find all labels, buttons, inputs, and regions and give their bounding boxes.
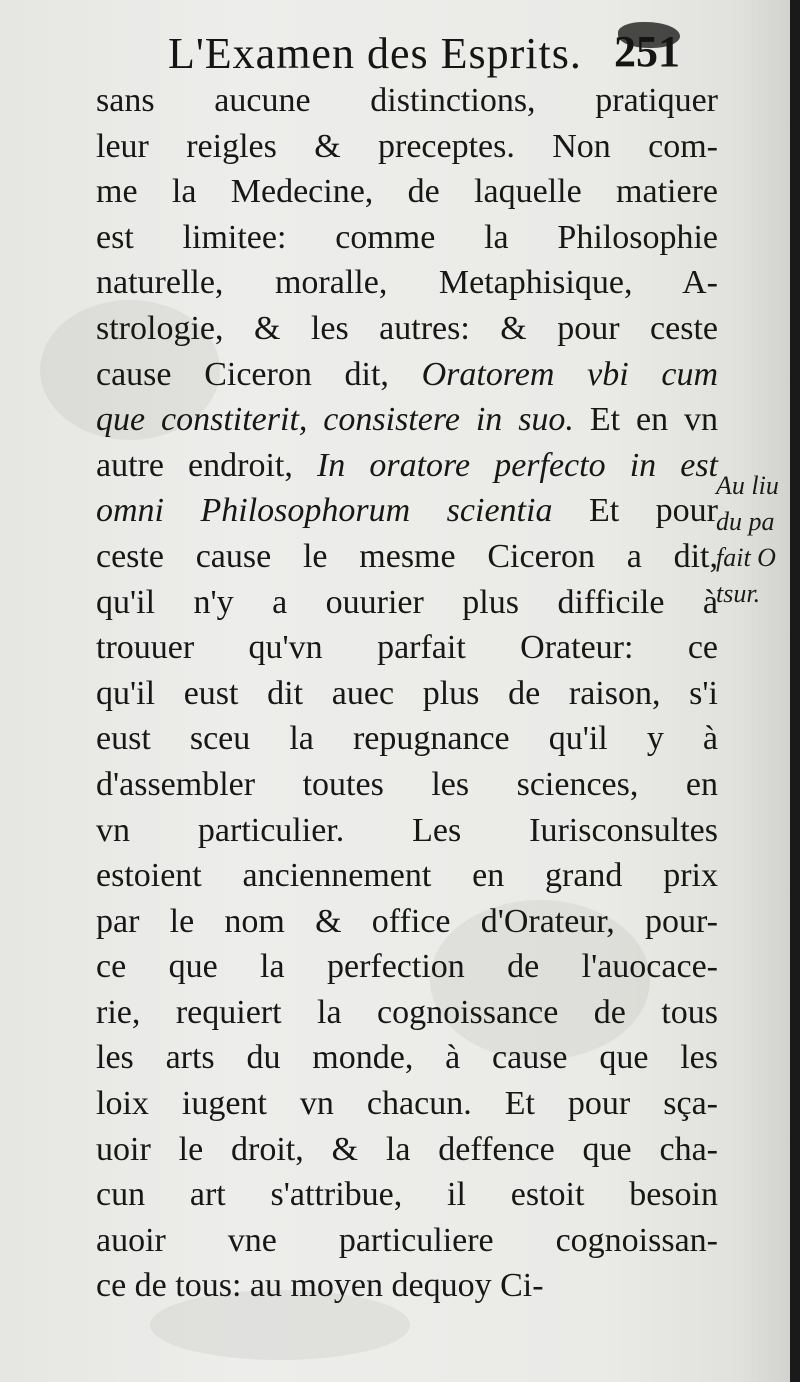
body-text: [96, 78, 718, 1309]
text-segment: d'assembler toutes les sciences, en: [96, 765, 718, 803]
text-segment: estoient anciennement en grand prix: [96, 857, 718, 895]
italic-quote: omni Philosophorum scientia: [96, 492, 553, 530]
text-segment: me la Medecine, de laquelle matiere: [96, 173, 718, 211]
text-segment: loix iugent vn chacun. Et pour sça-: [96, 1085, 718, 1123]
text-segment: qu'il n'y a ouurier plus difficile à: [96, 583, 718, 621]
text-line: [96, 1218, 718, 1264]
text-line: [96, 899, 718, 945]
margin-note-line: Au liu: [716, 471, 779, 500]
text-segment: qu'il eust dit auec plus de raison, s'i: [96, 674, 718, 712]
text-segment: uoir le droit, & la deffence que cha-: [96, 1130, 718, 1168]
margin-note-line: fait O: [716, 543, 776, 572]
text-segment: rie, requiert la cognoissance de tous: [96, 993, 718, 1031]
margin-note-line: du pa: [716, 507, 775, 536]
text-line: [96, 78, 718, 124]
text-segment: est limitee: comme la Philosophie: [96, 218, 718, 256]
text-segment: eust sceu la repugnance qu'il y à: [96, 720, 718, 758]
text-segment: Et pour: [552, 492, 718, 530]
text-line: [96, 808, 718, 854]
text-line: [96, 1127, 718, 1173]
margin-note-line: tsur.: [716, 579, 761, 608]
italic-quote: que constiterit, consistere in suo.: [96, 401, 574, 439]
text-segment: trouuer qu'vn parfait Orateur: ce: [96, 629, 718, 667]
text-segment: autre endroit,: [96, 446, 317, 484]
text-line: [96, 352, 718, 398]
text-segment: ce de tous: au moyen dequoy Ci-: [96, 1267, 544, 1305]
text-line: [96, 124, 718, 170]
text-line: [96, 1263, 718, 1309]
italic-quote: In oratore perfecto in est: [316, 446, 718, 484]
text-segment: leur reigles & preceptes. Non com-: [96, 127, 718, 165]
text-segment: naturelle, moralle, Metaphisique, A-: [96, 264, 718, 302]
text-line: [96, 169, 718, 215]
text-line: [96, 215, 718, 261]
text-line: [96, 443, 718, 489]
page-number: 251: [614, 27, 680, 76]
text-segment: vn particulier. Les Iurisconsultes: [96, 811, 718, 849]
text-line: [96, 671, 718, 717]
text-line: [96, 260, 718, 306]
page-edge: [790, 0, 800, 1382]
text-segment: strologie, & les autres: & pour ceste: [96, 309, 718, 347]
text-segment: cause Ciceron dit,: [96, 355, 422, 393]
text-line: [96, 762, 718, 808]
text-line: [96, 397, 718, 443]
text-segment: les arts du monde, à cause que les: [96, 1039, 718, 1077]
text-segment: sans aucune distinctions, pratiquer: [96, 82, 718, 119]
text-line: [96, 944, 718, 990]
text-segment: Et en vn: [573, 401, 718, 439]
text-line: [96, 1172, 718, 1218]
text-line: [96, 990, 718, 1036]
text-segment: ce que la perfection de l'auocace-: [96, 948, 718, 986]
margin-note: [716, 468, 796, 612]
text-segment: par le nom & office d'Orateur, pour-: [96, 902, 718, 940]
text-line: [96, 306, 718, 352]
text-line: [96, 1081, 718, 1127]
text-segment: ceste cause le mesme Ciceron a dit,: [96, 537, 718, 575]
text-line: [96, 716, 718, 762]
text-line: [96, 625, 718, 671]
text-segment: auoir vne particuliere cognoissan-: [96, 1221, 718, 1259]
text-segment: cun art s'attribue, il estoit besoin: [96, 1176, 718, 1214]
italic-quote: Oratorem vbi cum: [421, 355, 718, 393]
text-line: [96, 488, 718, 534]
text-line: [96, 534, 718, 580]
text-line: [96, 1035, 718, 1081]
text-line: [96, 853, 718, 899]
running-title: L'Examen des Esprits.: [168, 29, 582, 78]
text-line: [96, 580, 718, 626]
